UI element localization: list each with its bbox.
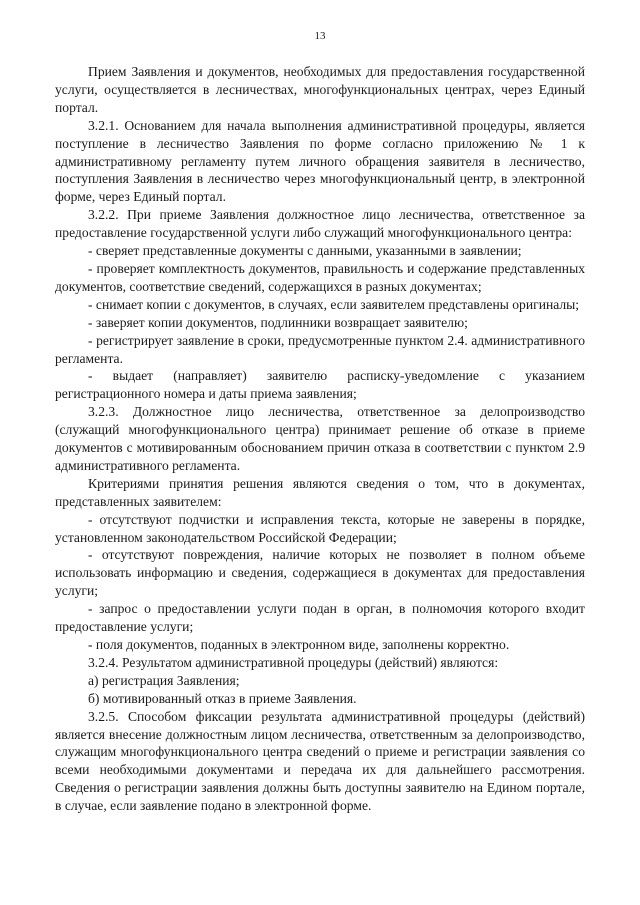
paragraph-3-2-2: 3.2.2. При приеме Заявления должностное лицо лесничества, ответственное за предоставление государственной услуги либо служащий многофункционального центра:: [55, 207, 585, 241]
document-body: [55, 63, 585, 815]
paragraph-3-2-3: 3.2.3. Должностное лицо лесничества, ответственное за делопроизводство (служащий многофункционального центра) принимает решение об отказе в приеме документов с мотивированным обоснованием причин отказа в соответствии с пунктом 2.9 административного регламента.: [55, 404, 585, 473]
list-item: - отсутствуют повреждения, наличие которых не позволяет в полном объеме использовать информацию и сведения, содержащиеся в документах для предоставления услуги;: [55, 547, 585, 599]
page-number: 13: [314, 30, 326, 42]
list-item: - проверяет комплектность документов, правильность и содержание представленных документов, соответствие сведений, содержащихся в разных документах;: [55, 260, 585, 294]
list-item: - снимает копии с документов, в случаях, если заявителем представлены оригиналы;: [88, 296, 580, 312]
list-item: б) мотивированный отказ в приеме Заявления.: [88, 690, 357, 706]
list-item: - поля документов, поданных в электронном виде, заполнены корректно.: [88, 637, 510, 652]
list-item: - регистрирует заявление в сроки, предусмотренные пунктом 2.4. административного регламента.: [55, 332, 585, 366]
list-item: - выдает (направляет) заявителю расписку-уведомление с указанием регистрационного номера и даты приема заявления;: [55, 368, 585, 402]
list-item: - запрос о предоставлении услуги подан в орган, в полномочия которого входит предоставление услуги;: [55, 601, 585, 635]
paragraph-criteria: Критериями принятия решения являются сведения о том, что в документах, представленных заявителем:: [55, 475, 585, 509]
paragraph-3-2-5: 3.2.5. Способом фиксации результата административной процедуры (действий) является внесение должностным лицом лесничества, ответственным за делопроизводство, служащим многофункционального центра сведений о приеме и регистрации заявления со всеми необходимыми документами и передача их для дальнейшего рассмотрения. Сведения о регистрации заявления должны быть доступны заявителю на Едином портале, в случае, если заявление подано в электронной форме.: [55, 708, 585, 814]
list-item: - заверяет копии документов, подлинники возвращает заявителю;: [88, 314, 468, 330]
list-item: а) регистрация Заявления;: [88, 672, 240, 688]
list-item: - сверяет представленные документы с данными, указанными в заявлении;: [88, 243, 522, 259]
paragraph-intro: Прием Заявления и документов, необходимых для предоставления государственной услуги, осуществляется в лесничествах, многофункциональных центрах, через Единый портал.: [55, 64, 585, 115]
list-item: - отсутствуют подчистки и исправления текста, которые не заверены в порядке, установленном законодательством Российской Федерации;: [55, 511, 585, 545]
paragraph-3-2-1: 3.2.1. Основанием для начала выполнения административной процедуры, является поступление в лесничество Заявления по форме согласно приложению № 1 к административному регламенту путем личного обращения заявителя в лесничество, поступления Заявления в лесничество через многофункциональный центр, в электронной форме, через Единый портал.: [55, 117, 585, 205]
paragraph-3-2-4: 3.2.4. Результатом административной процедуры (действий) являются:: [88, 654, 499, 670]
